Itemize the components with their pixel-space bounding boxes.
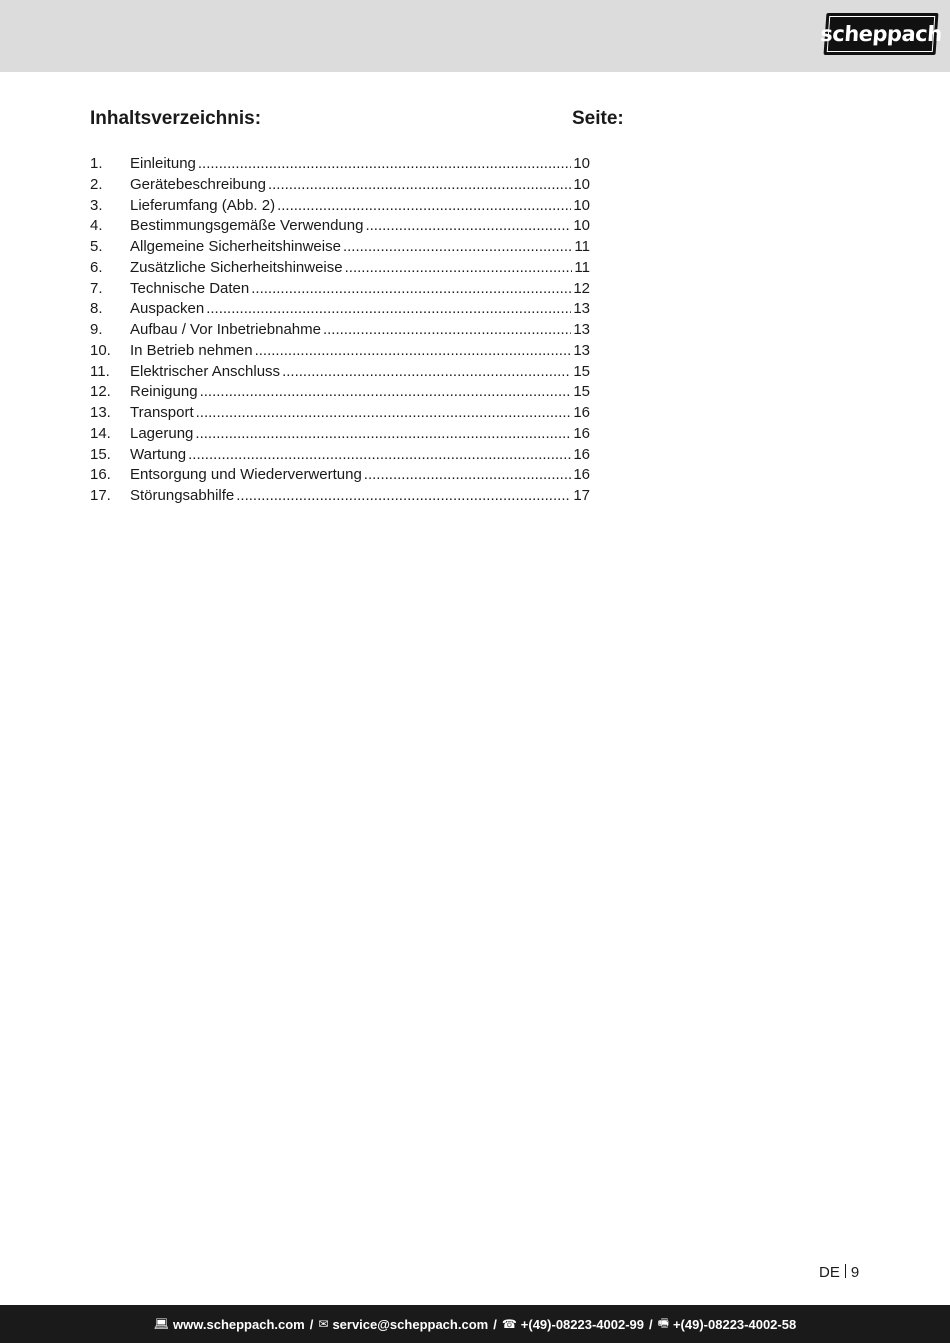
contact-separator: /	[493, 1316, 497, 1332]
fax-contact	[658, 1314, 797, 1335]
toc-entry-page: 15	[573, 383, 590, 401]
toc-leader-dots	[277, 196, 571, 217]
phone-contact	[502, 1317, 644, 1332]
toc-heading: Inhaltsverzeichnis:	[90, 108, 262, 129]
telephone-icon: ☎︎	[501, 1317, 517, 1331]
toc-leader-dots	[198, 154, 571, 175]
toc-entry-title: Transport	[130, 404, 194, 421]
toc-entry[interactable]	[90, 279, 590, 300]
toc-entry[interactable]	[90, 299, 590, 320]
toc-entry-number: 10.	[90, 341, 111, 359]
toc-page-heading: Seite:	[572, 108, 624, 129]
toc-entry-title: Auspacken	[130, 300, 205, 318]
email-link[interactable]: service@scheppach.com	[332, 1316, 489, 1332]
toc-entry-title: Reinigung	[130, 383, 198, 401]
toc-entry-page: 13	[573, 341, 590, 359]
website-link[interactable]: www.scheppach.com	[173, 1316, 305, 1332]
toc-entry-number: 4.	[90, 217, 103, 235]
toc-entry-number: 14.	[90, 424, 111, 442]
toc-leader-dots	[206, 299, 571, 320]
toc-entry[interactable]	[90, 362, 590, 383]
toc-entry[interactable]	[90, 382, 590, 403]
toc-entry[interactable]	[90, 258, 590, 279]
toc-entry-title: Lieferumfang (Abb. 2)	[130, 196, 276, 214]
toc-entry-page: 10	[573, 155, 590, 172]
toc-entry-page: 16	[573, 424, 590, 442]
toc-leader-dots	[195, 424, 571, 445]
table-of-contents	[90, 154, 590, 507]
toc-entry-title: Wartung	[130, 445, 187, 463]
toc-leader-dots	[188, 445, 571, 466]
toc-leader-dots	[200, 382, 572, 403]
computer-icon: 💻︎	[153, 1317, 170, 1331]
toc-entry-page: 17	[573, 487, 590, 504]
toc-entry-title: In Betrieb nehmen	[130, 341, 253, 359]
toc-entry[interactable]	[90, 216, 590, 237]
toc-entry-page: 13	[573, 300, 590, 318]
phone-number: +(49)-08223-4002-99	[520, 1316, 645, 1332]
toc-leader-dots	[236, 486, 571, 507]
toc-entry-title: Entsorgung und Wiederverwertung	[130, 466, 362, 484]
toc-leader-dots	[345, 258, 573, 279]
page-number-value: 9	[850, 1264, 860, 1281]
toc-leader-dots	[196, 403, 572, 424]
header-bar	[0, 0, 950, 72]
fax-number: +(49)-08223-4002-58	[672, 1316, 797, 1332]
toc-entry-page: 11	[574, 258, 590, 276]
toc-leader-dots	[282, 362, 571, 383]
contact-separator: /	[649, 1316, 653, 1332]
toc-entry-title: Lagerung	[130, 424, 194, 442]
toc-leader-dots	[343, 237, 572, 258]
toc-entry[interactable]	[90, 465, 590, 486]
toc-entry[interactable]	[90, 154, 590, 175]
toc-leader-dots	[255, 341, 572, 362]
toc-entry-number: 2.	[90, 175, 103, 193]
toc-leader-dots	[268, 175, 571, 196]
toc-entry-number: 17.	[90, 487, 111, 504]
toc-leader-dots	[365, 216, 571, 237]
envelope-icon: ✉︎	[318, 1317, 329, 1331]
toc-entry-number: 5.	[90, 238, 103, 255]
logo-text: scheppach	[819, 22, 943, 46]
toc-entry-title: Gerätebeschreibung	[130, 175, 266, 193]
toc-leader-dots	[251, 279, 571, 300]
toc-entry-page: 13	[573, 321, 590, 338]
fax-icon: 🖷︎	[657, 1315, 669, 1330]
toc-entry[interactable]	[90, 320, 590, 341]
toc-entry-title: Einleitung	[130, 155, 196, 172]
toc-entry-number: 15.	[90, 445, 111, 463]
toc-entry-number: 9.	[90, 321, 103, 338]
contact-bar	[0, 1305, 950, 1343]
toc-leader-dots	[323, 320, 571, 341]
toc-entry[interactable]	[90, 196, 590, 217]
toc-entry-number: 6.	[90, 258, 103, 276]
toc-entry-page: 16	[573, 404, 590, 421]
email-contact	[318, 1317, 488, 1332]
toc-entry-page: 10	[573, 196, 590, 214]
toc-entry-page: 11	[574, 238, 590, 255]
toc-entry-page: 10	[573, 217, 590, 235]
toc-leader-dots	[364, 465, 572, 486]
toc-entry-title: Aufbau / Vor Inbetriebnahme	[130, 321, 321, 338]
toc-entry-number: 12.	[90, 383, 111, 401]
toc-entry-number: 7.	[90, 279, 103, 297]
toc-entry-title: Bestimmungsgemäße Verwendung	[130, 217, 364, 235]
toc-entry[interactable]	[90, 445, 590, 466]
toc-entry[interactable]	[90, 403, 590, 424]
toc-entry-number: 13.	[90, 404, 111, 421]
toc-entry[interactable]	[90, 341, 590, 362]
toc-entry-page: 16	[573, 445, 590, 463]
toc-entry-number: 16.	[90, 466, 111, 484]
toc-entry-page: 10	[573, 175, 590, 193]
website-contact	[154, 1317, 305, 1332]
toc-entry-number: 3.	[90, 196, 103, 214]
toc-entry-number: 8.	[90, 300, 103, 318]
contact-separator: /	[309, 1316, 314, 1332]
toc-entry-title: Elektrischer Anschluss	[130, 362, 281, 380]
toc-entry-title: Zusätzliche Sicherheitshinweise	[130, 258, 343, 276]
scheppach-logo	[819, 13, 943, 55]
toc-entry[interactable]	[90, 175, 590, 196]
toc-entry-title: Störungsabhilfe	[130, 487, 235, 504]
toc-entry-page: 12	[573, 279, 590, 297]
language-code: DE	[819, 1264, 840, 1281]
toc-entry-page: 16	[573, 466, 590, 484]
toc-entry-title: Technische Daten	[130, 279, 250, 297]
toc-entry-page: 15	[573, 362, 590, 380]
toc-entry[interactable]	[90, 237, 590, 258]
toc-entry-title: Allgemeine Sicherheitshinweise	[130, 238, 341, 255]
toc-entry[interactable]	[90, 486, 590, 507]
page-number	[819, 1264, 859, 1281]
toc-entry-number: 11.	[90, 362, 110, 380]
toc-entry-number: 1.	[90, 155, 103, 172]
toc-entry[interactable]	[90, 424, 590, 445]
page-number-divider	[845, 1264, 846, 1278]
